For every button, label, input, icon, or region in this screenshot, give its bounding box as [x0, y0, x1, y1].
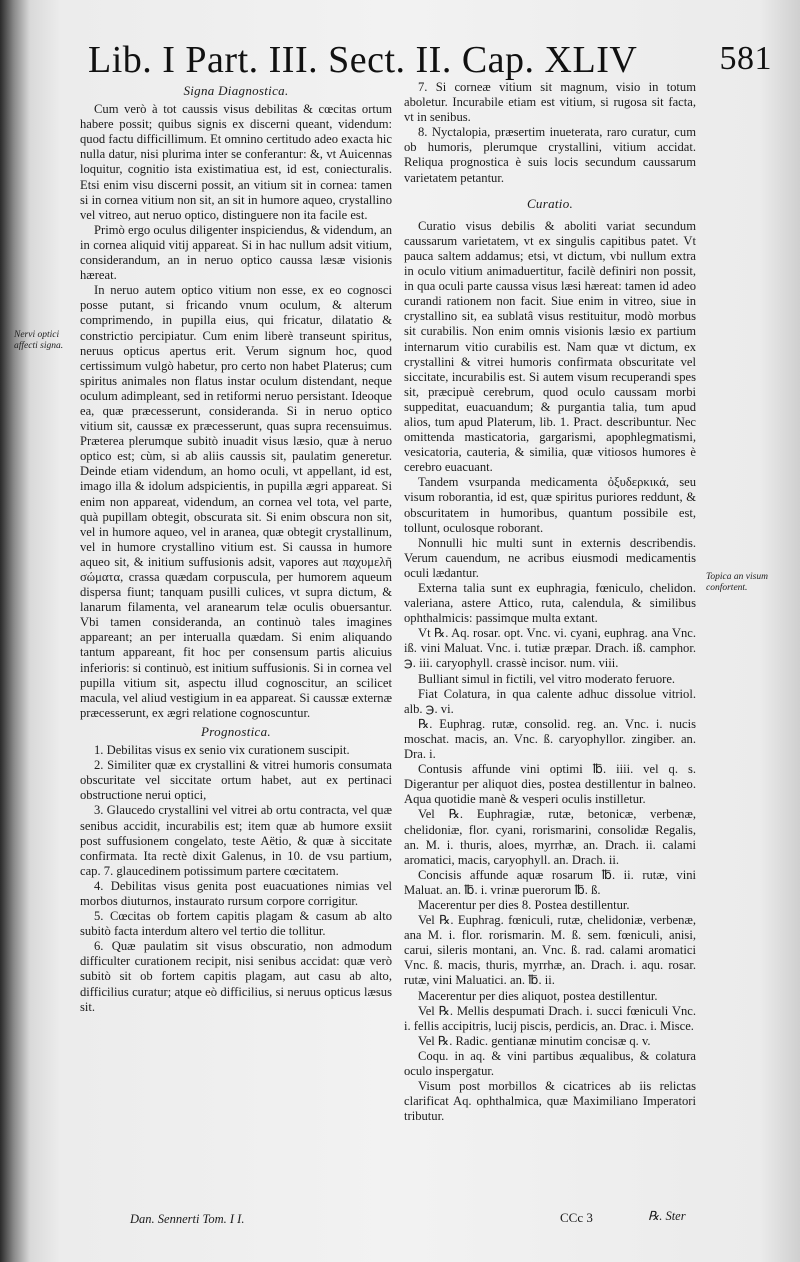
- prognostic-item: 3. Glaucedo crystallini vel vitrei ab ortu contracta, vel quæ senibus accidit, incurabilis est; item quæ ab humore exsiit post suffusionem congelato, teste Aëtio, & quæ à siccitate confirmata. Ita rectè dixit Galenus, in 10. de vsu partium, cap. 7. glaucedinem potissimum partere cœcitatem.: [80, 803, 392, 878]
- prognostic-item: 4. Debilitas visus genita post euacuationes nimias vel morbos diuturnos, instaurato rursum corpore corrigitur.: [80, 878, 392, 908]
- recipe-line: Contusis affunde vini optimi ℔. iiii. vel q. s. Digerantur per aliquot dies, postea destillentur in balneo. Aqua quotidie manè & vesperi oculis instilletur.: [404, 762, 696, 807]
- left-column: [80, 80, 392, 1015]
- recipe-line: Fiat Colatura, in qua calente adhuc dissolue vitriol. alb. ℈. vi.: [404, 686, 696, 716]
- running-head: [88, 38, 780, 82]
- paragraph: In neruo autem optico vitium non esse, ex eo cognosci posse putant, si fricando vnum oculum, & alterum comprimendo, in pupilla eius, qui fricatur, dilatatio & constrictio percipiatur. Cum enim liberè transeunt spiritus, neruus opticus apertus erit. Verum signum hoc, quod certissimum vulgò habetur, pro certo non habet Platerus; cum spiritus animales non flatus instar oculum distendant, neque oculum adimpleant, sed in retiformi neruo persistant. Ideoque ea, quæ præcesserunt, consideranda. Si in neruo optico vitium sit, caussæ ex præcesserunt, quas supra recensuimus. Præterea plerumque subitò inuadit visus læsio, quæ à neruo optico est; cùm, si ab aliis caussis sit, paulatim generetur. Deinde etiam videndum, an homo oculi, vt appellant, id est, imago illa & idolum adspicientis, in pupilla ægri appareat. Si enim non appareat, videndum, an cornea vel tota, vel parte, quà pupillam obtegit, obscurata sit. Si enim obscura non sit, vel in humore aqueo, vel in aranea, quæ obtegit crystallinum, vel in humore crystallino vitium est. Si caussa in humore aqueo sit, & initium suffusionis adsit, vapores aut παχυμελῆ σώματα, crassa quædam corpuscula, per humorem aqueum dispersa fiunt; tanquam pusilli culices, vt supra dictum, & lanarum filamenta, vel aranearum telæ oculis obuersantur. Vbi tamen consideranda, an continuò tales imagines appareant; an per interualla quædam. Si enim aliquando tantum appareant, fit hoc per consensum partis alicuius inferioris: si continuò, est initium suffusionis. Si in cornea vel pupilla vitium sit, aspectu illud cognoscitur, an scilicet macula, vel aliud vestigium in ea appareat. Si caussæ externæ præcesserunt, ex ægri relatione cognoscuntur.: [80, 283, 392, 720]
- recipe-line: Vel ℞. Euphragiæ, rutæ, betonicæ, verbenæ, chelidoniæ, flor. cyani, rorismarini, consolidæ Regalis, an. M. i. thuris, aloes, myrrhæ, an. Drach. ii. calami aromatici, macis, caryophyll. an. Drach. ii.: [404, 807, 696, 867]
- recipe-line: Coqu. in aq. & vini partibus æqualibus, & colatura oculo inspergatur.: [404, 1048, 696, 1078]
- margin-note-left: Nervi optici affecti signa.: [14, 330, 64, 351]
- paragraph: Externa talia sunt ex euphragia, fœniculo, chelidon. valeriana, astere Attico, ruta, calendula, & similibus ophthalmicis: passimque multa extant.: [404, 581, 696, 626]
- paragraph: Cum verò à tot caussis visus debilitas & cœcitas ortum habere possit; quibus signis ex discerni queant, videndum: quod factu difficillimum. Et omnino certitudo adeo exacta hic nulla datur, nisi plurima inter se conferantur: &, vt Auicennas loquitur, cognitio ista existimatiua est, id est, coniecturalis. Etsi enim visu discerni possit, an vitium sit in cornea: tamen si in cornea vitium non sit, an sit in humore aqueo, crystallino vel vitreo, aut neruo optico, distinguere non ita facile est.: [80, 102, 392, 222]
- prognostic-item: 8. Nyctalopia, præsertim inueterata, raro curatur, cum ob humoris, plerumque crystallini, vitium accidat. Reliqua prognostica è suis locis secundum caussarum varietatem petantur.: [404, 125, 696, 185]
- paragraph: Tandem vsurpanda medicamenta ὀξυδερκικά, seu visum roborantia, id est, quæ spiritus puriores reddunt, & obscuritatem in humoribus, quantum possibile est, tollunt, oculosque roborant.: [404, 475, 696, 535]
- recipe-line: ℞. Euphrag. rutæ, consolid. reg. an. Vnc. i. nucis moschat. macis, an. Vnc. ß. caryophyllor. zingiber. an. Dra. i.: [404, 716, 696, 762]
- page-number: 581: [719, 40, 772, 77]
- prognostic-item: 5. Cœcitas ob fortem capitis plagam & casum ab alto subitò facta interdum altero vel tertio die tollitur.: [80, 909, 392, 939]
- recipe-line: Macerentur per dies 8. Postea destillentur.: [418, 897, 630, 912]
- recipe-line: Visum post morbillos & cicatrices ab iis relictas clarificat Aq. ophthalmica, quæ Maximiliano Imperatori tributur.: [404, 1079, 696, 1124]
- heading-curatio: Curatio.: [526, 195, 574, 211]
- recipe-line: Vel ℞. Euphrag. fœniculi, rutæ, chelidoniæ, verbenæ, ana M. i. flor. rorismarin. M. ß. sem. fœniculi, anisi, carui, sileris montani, an. Vnc. ß. rad. calami aromatici Vnc. ß. macis, thuris, myrrhæ, an. Drach. i. aqu. rosar. rutæ, vini Maluatici. an. ℔. ii.: [404, 913, 696, 988]
- recipe-line: Vel ℞. Mellis despumati Drach. i. succi fœniculi Vnc. i. fellis accipitris, lucij piscis, perdicis, an. Drac. i. Misce.: [404, 1003, 696, 1033]
- footer-author: Dan. Sennerti Tom. I I.: [130, 1212, 245, 1226]
- running-head-title: Lib. I Part. III. Sect. II. Cap. XLIV: [88, 39, 638, 81]
- recipe-line: Concisis affunde aquæ rosarum ℔. ii. rutæ, vini Maluat. an. ℔. i. vrinæ puerorum ℔. ß.: [404, 867, 696, 897]
- paragraph: Primò ergo oculus diligenter inspiciendus, & videndum, an in cornea aliquid vitij appareat. Si in hac nullum adsit vitium, considerandum, an in neruo optico caussa læsæ visionis hæreat.: [80, 222, 392, 283]
- heading-signa-diagnostica: Signa Diagnostica.: [183, 83, 289, 98]
- prognostic-item: 7. Si corneæ vitium sit magnum, visio in totum aboletur. Incurabile etiam est vitium, si rugosa sit facta, vt in senibus.: [404, 80, 696, 125]
- catchword: ℞. Ster: [648, 1209, 686, 1223]
- margin-note-right: Topica an visum confortent.: [706, 572, 768, 593]
- right-column: [404, 80, 696, 1124]
- recipe-line: Vel ℞. Radic. gentianæ minutim concisæ q. v.: [418, 1033, 651, 1048]
- paragraph: Curatio visus debilis & aboliti variat secundum caussarum varietatem, vt ex singulis capitibus patet. Vt pauca saltem addamus; etsi, vt dictum, vbi nullum extra in oculo vitium animaduertitur, facilè definiri non possit, in qua oculi parte caussa visus læsi hæreat: tamen id adeo curandi rationem non facit. Siue enim in vitreo, siue in crystallino sit, ea sublatâ visus restituitur, modò morbus sit curabilis. Non enim omnis visionis læsio ex partium internarum vitio curabilis est. Nam quæ vt dictum, ex crystallini & vitrei humoris confirmata obscuritate vel siccitate, incurabilis est. Si autem visum recuperandi spes sit, præcipuè cerebrum, quod oculo caussam morbi suppeditat, euacuandum; & purgantia talia, tum apud alios, tum apud Platerum, lib. 1. Pract. describuntur. Nec omittenda masticatoria, gargarismi, apophlegmatismi, vesicatoria, cauteria, & similia, quæ vitiosos humores è cerebro euacuant.: [404, 218, 696, 475]
- prognostic-item: 2. Similiter quæ ex crystallini & vitrei humoris consumata obscuritate vel siccitate ortum habet, aut ex pertinaci obstructione nerui optici,: [80, 758, 392, 803]
- signature-mark: CCc 3: [560, 1210, 593, 1225]
- prognostic-item: 6. Quæ paulatim sit visus obscuratio, non admodum difficulter curationem recipit, nisi senibus accidat: quæ verò subitò sit ob fortem capitis plagam, aut casu ab alto, difficilius curatur; atque eò difficilius, si neruus opticus læsus sit.: [80, 939, 392, 1014]
- prognostic-item: 1. Debilitas visus ex senio vix curationem suscipit.: [94, 743, 350, 758]
- recipe-line: Macerentur per dies aliquot, postea destillentur.: [418, 988, 658, 1003]
- paragraph: Nonnulli hic multi sunt in externis describendis. Verum cauendum, ne acribus eiusmodi medicamentis oculi lædantur.: [404, 535, 696, 580]
- heading-prognostica: Prognostica.: [201, 723, 271, 739]
- recipe-line: Bulliant simul in fictili, vel vitro moderato feruore.: [418, 671, 676, 686]
- recipe-line: Vt ℞. Aq. rosar. opt. Vnc. vi. cyani, euphrag. ana Vnc. iß. vini Maluat. Vnc. i. tutiæ præpar. Drach. iß. camphor. ℈. iii. caryophyll. crassè incisor. num. viii.: [404, 626, 696, 671]
